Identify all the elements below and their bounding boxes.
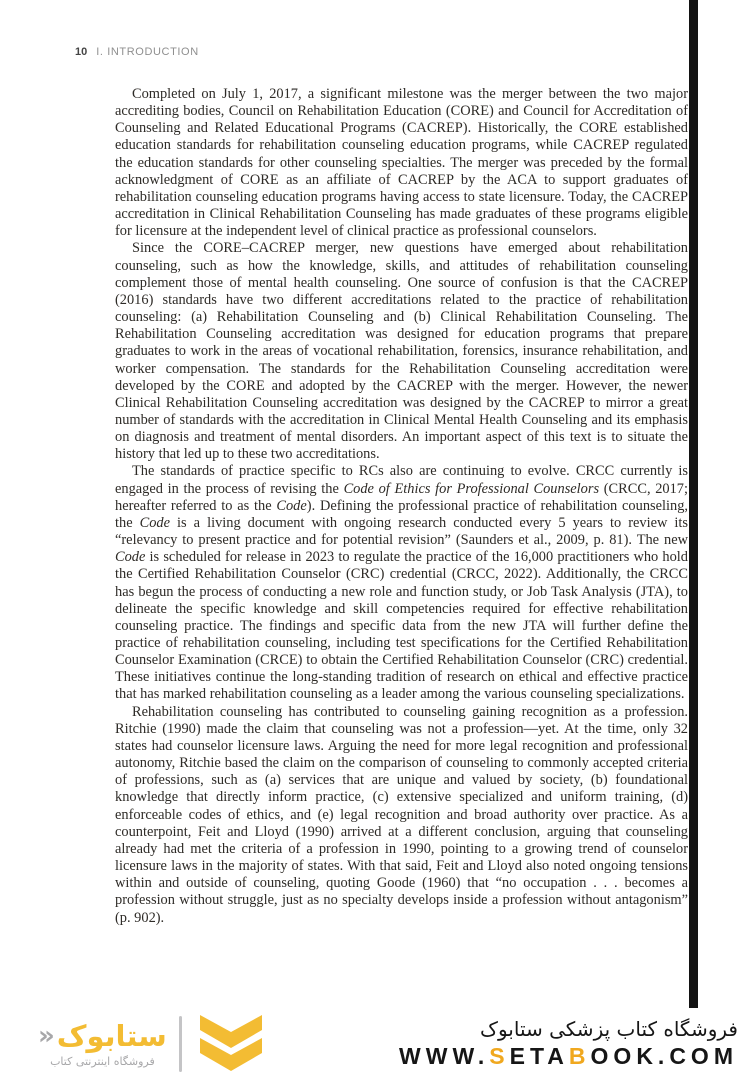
section-title: I. INTRODUCTION: [96, 46, 199, 58]
logo-tagline: فروشگاه اینترنتی کتاب: [50, 1054, 155, 1068]
paragraph: Since the CORE–CACREP merger, new questions have emerged about rehabilitation counseling, such as how the knowledge, skills, and attitudes of rehabilitation counseling complement those of mental health counseling. One source of confusion is that the CACREP (2016) standards have two different accreditations related to the practice of rehabilitation counseling: (a) Rehabilitation Counseling and (b) Clinical Rehabilitation Counseling. The Rehabilitation Counseling accreditation was designed for education programs that prepare graduates to work in the areas of vocational rehabilitation, forensics, insurance rehabilitation, and worker compensation. The standards for the Rehabilitation Counseling accreditation were developed by the CORE and adopted by the CACREP with the merger. However, the newer Clinical Rehabilitation Counseling accreditation was designed by the CACREP to mirror a great number of standards with the accreditation in Clinical Mental Health Counseling and its emphasis on diagnosis and treatment of mental disorders. An important aspect of this text is to situate the history that led up to these two accreditations.: [115, 240, 688, 463]
scan-page-edge: [689, 0, 698, 1008]
body-text: [115, 86, 688, 927]
paragraph: The standards of practice specific to RCs also are continuing to evolve. CRCC currently is engaged in the process of revising the Code of Ethics for Professional Counselors (CRCC, 2017; hereafter referred to as the Code). Defining the professional practice of rehabilitation counseling, the Code is a living document with ongoing research conducted every 5 years to review its “relevancy to present practice and for potential revision” (Saunders et al., 2009, p. 81). The new Code is scheduled for release in 2023 to regulate the practice of the 16,000 practitioners who hold the Certified Rehabilitation Counselor (CRC) credential (CRCC, 2022). Additionally, the CRCC has begun the process of conducting a new role and function study, or Job Task Analysis (JTA), to delineate the specific knowledge and skill competencies required for effective rehabilitation counseling practice. The findings and specific data from the new JTA will further define the practice of rehabilitation counseling, including test specifications for the Certified Rehabilitation Counselor Examination (CRCE) to obtain the Certified Rehabilitation Counselor (CRC) credential. These initiatives continue the long-standing tradition of research on ethical and effective practice that has marked rehabilitation counseling as a leader among the various counseling specializations.: [115, 463, 688, 703]
logo-wordmark: [38, 1018, 167, 1053]
logo-brand-text: ستابوک: [56, 1018, 167, 1053]
paragraph: Rehabilitation counseling has contributed to counseling gaining recognition as a profession. Ritchie (1990) made the claim that counseling was not a profession—yet. At the time, only 32 states had counselor licensure laws. Arguing the need for more legal recognition and professional autonomy, Ritchie based the claim on the comparison of counseling to commonly accepted criteria of professions, such as (a) services that are unique and valued by society, (b) foundational knowledge that directly inform practice, (c) extensive specialized and uniform training, (d) enforceable codes of ethics, and (e) legal recognition and broad authority over practice. As a counterpoint, Feit and Lloyd (1990) arrived at a different conclusion, arguing that counseling already had met the criteria of a profession in 1990, pointing to a growing trend of counselor licensure laws in the majority of states. With that said, Feit and Lloyd also noted ongoing tensions within and outside of counseling, quoting Goode (1960) that “no occupation . . . becomes a profession without struggle, just as no specialty develops inside a profession without antagonism” (p. 902).: [115, 703, 688, 926]
paragraph: Completed on July 1, 2017, a significant milestone was the merger between the two major accrediting bodies, Council on Rehabilitation Education (CORE) and Council for Accreditation of Counseling and Related Educational Programs (CACREP). Historically, the CORE established education standards for rehabilitation counseling education programs, while CACREP regulated the education standards for other counseling specialties. The merger was preceded by the formal acknowledgment of CORE as an affiliate of CACREP by the ACA to support graduates of rehabilitation counseling education programs having access to state licensure. Today, the CACREP accreditation in Clinical Rehabilitation Counseling has made graduates of these programs eligible for licensure at the independent level of clinical practice as professional counselors.: [115, 86, 688, 240]
watermark-footer: [0, 1008, 756, 1080]
guillemet-icon: «: [38, 1021, 55, 1051]
page-header: [75, 46, 199, 58]
double-chevron-logo-icon: [194, 1013, 268, 1075]
footer-text-block: [399, 1019, 738, 1068]
logo-wordmark-block: [38, 1018, 167, 1068]
page-number: 10: [75, 46, 88, 58]
setabook-logo: [38, 1012, 268, 1076]
store-title: فروشگاه کتاب پزشکی ستابوک: [480, 1017, 738, 1042]
site-url: WWW.SETABOOK.COM: [399, 1043, 738, 1070]
logo-divider: [179, 1016, 182, 1072]
